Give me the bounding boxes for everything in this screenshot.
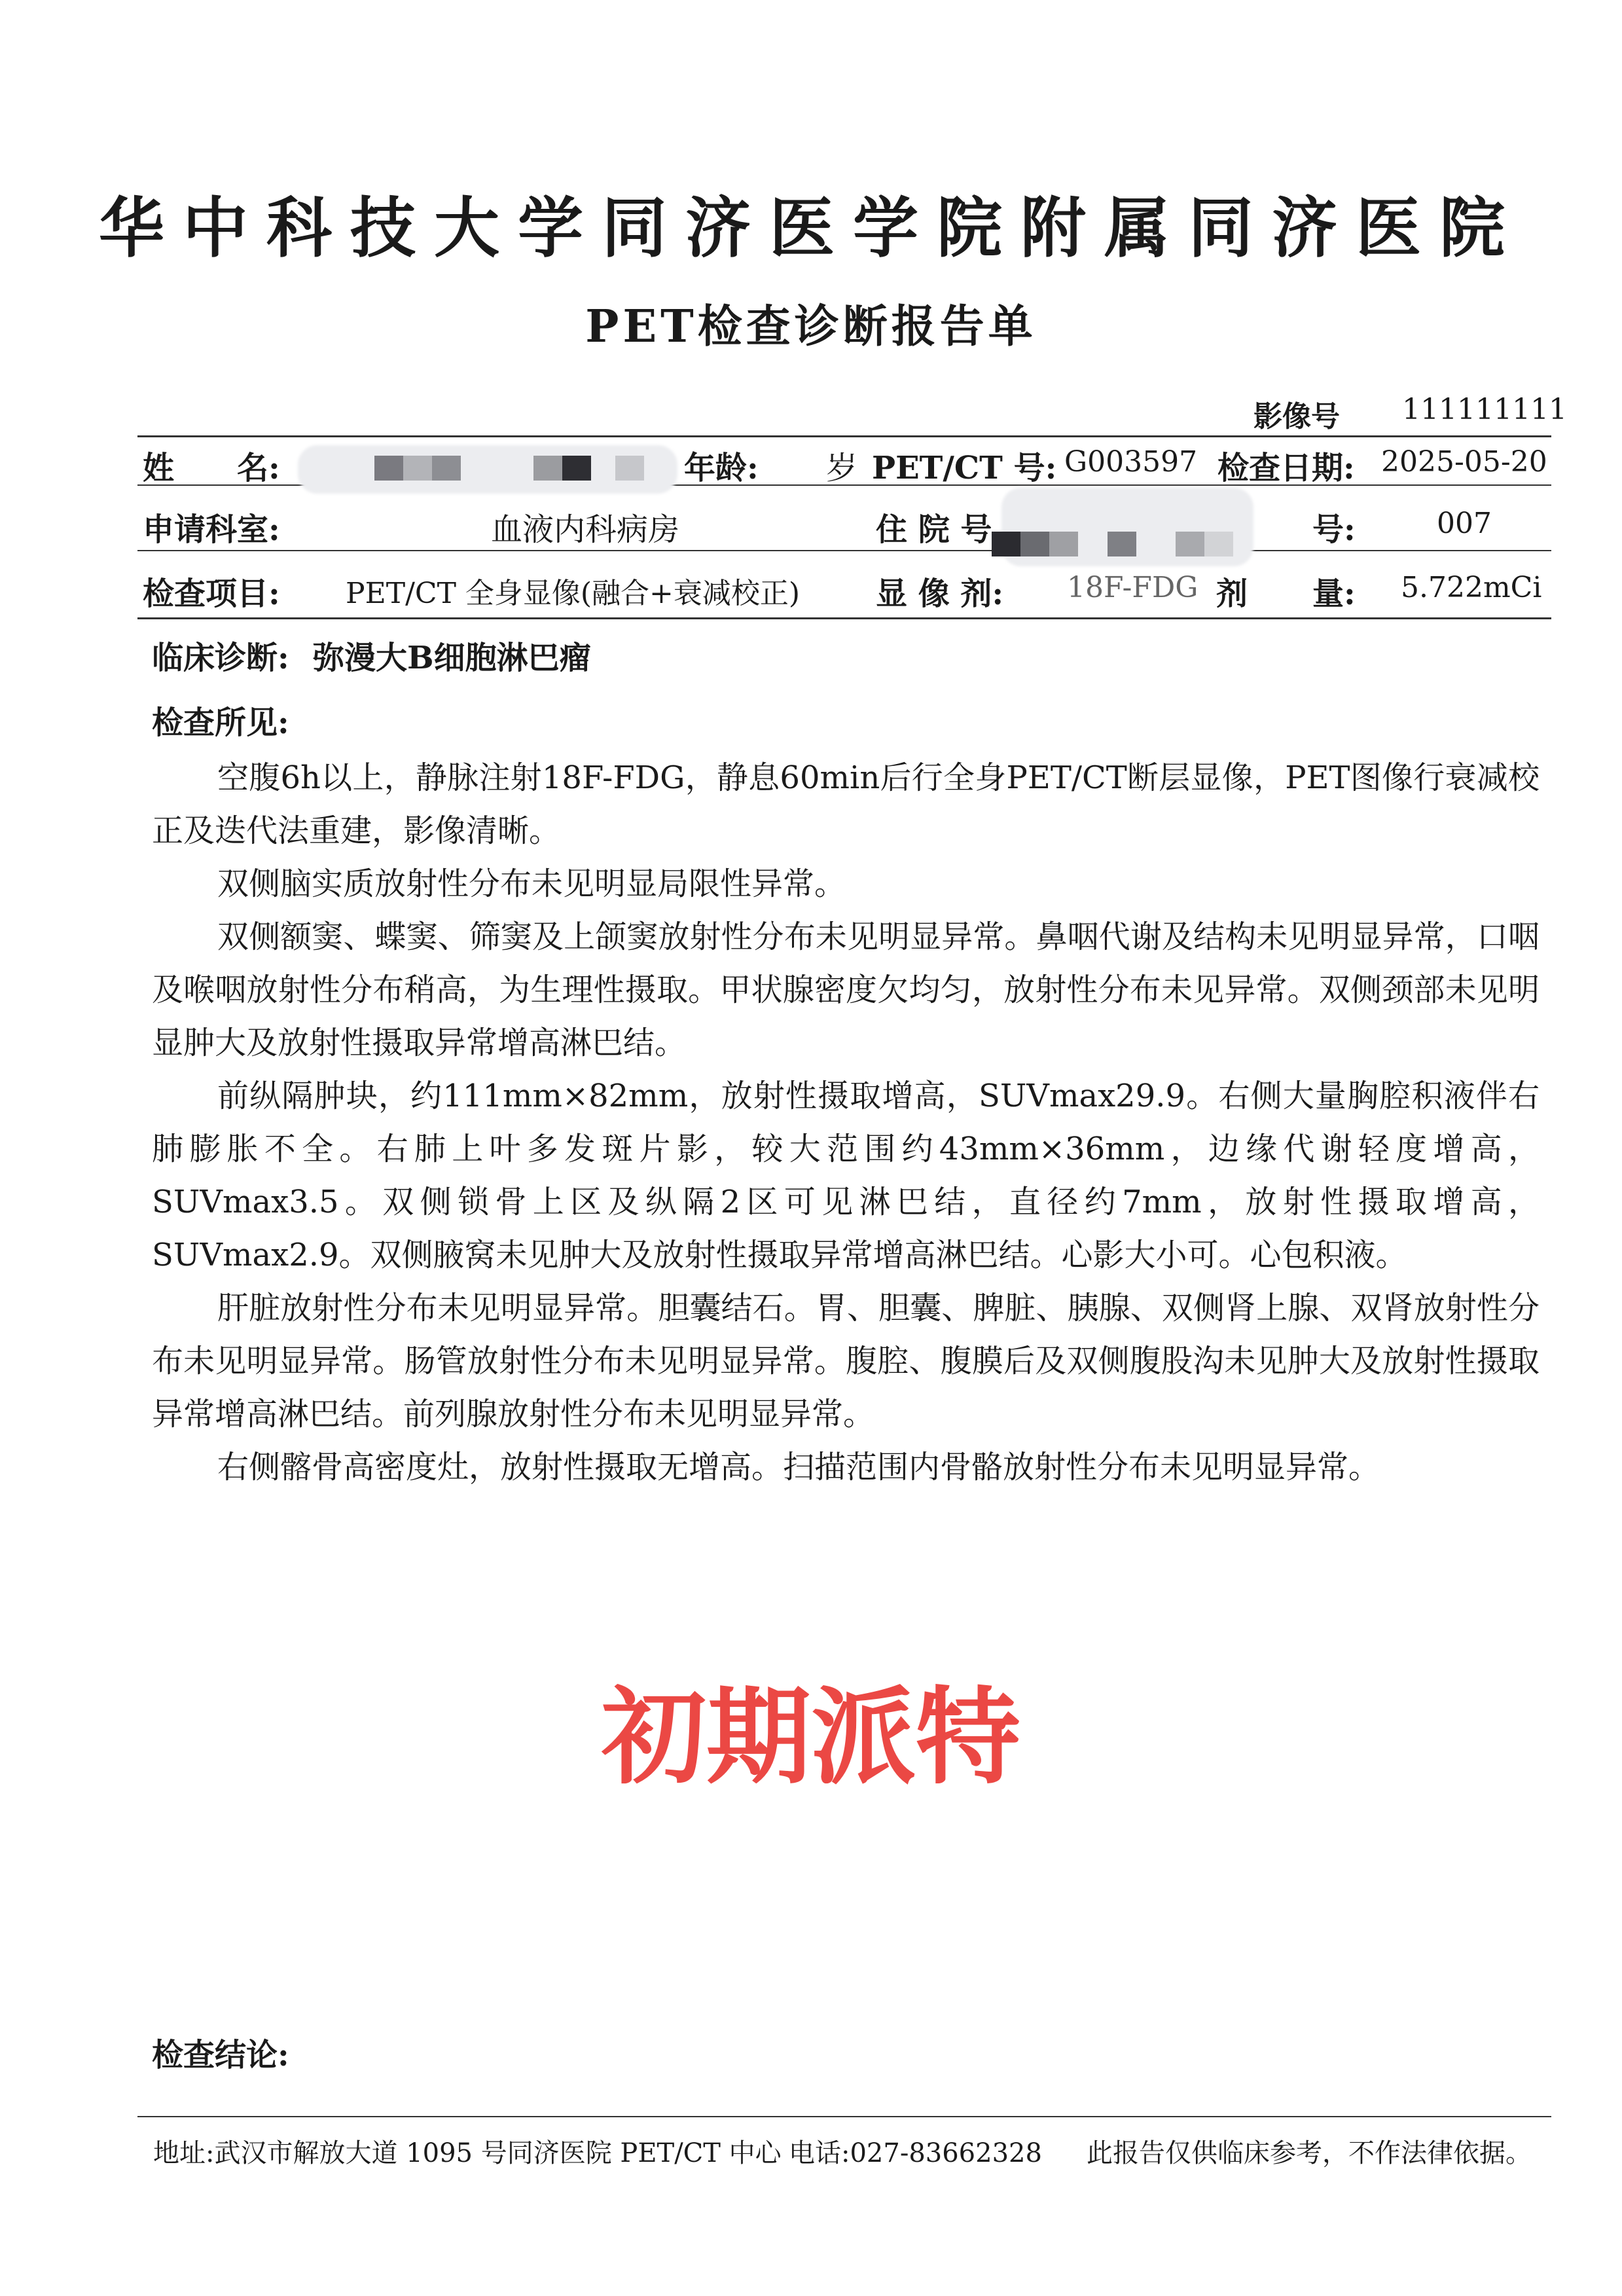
hospital-name: 华中科技大学同济医学院附属同济医院 xyxy=(99,189,1523,266)
dept-value: 血液内科病房 xyxy=(491,511,680,548)
findings-paragraph: 双侧额窦、蝶窦、筛窦及上颌窦放射性分布未见明显异常。鼻咽代谢及结构未见明显异常，口咽及喉咽放射性分布稍高，为生理性摄取。甲状腺密度欠均匀，放射性分布未见异常。双侧颈部未见明显肿大及放射性摄取异常增高淋巴结。 xyxy=(152,919,1540,1061)
bed-value: 007 xyxy=(1437,507,1492,540)
findings-paragraph: 右侧髂骨高密度灶，放射性摄取无增高。扫描范围内骨骼放射性分布未见明显异常。 xyxy=(217,1449,1380,1485)
table-top-rule xyxy=(137,435,1551,437)
petct-label: PET/CT 号: xyxy=(872,450,1057,486)
findings-paragraph: 双侧脑实质放射性分布未见明显局限性异常。 xyxy=(217,866,846,902)
exam-item-value: PET/CT 全身显像(融合+衰减校正) xyxy=(346,577,801,610)
inpatient-label: 住 院 号 xyxy=(876,511,992,548)
conclusion-label: 检查结论: xyxy=(152,2037,289,2073)
exam-date-label: 检查日期: xyxy=(1217,450,1355,486)
findings-paragraph: 空腹6h以上，静脉注射18F-FDG，静息60min后行全身PET/CT断层显像，PET图像行衰减校正及迭代法重建，影像清晰。 xyxy=(152,759,1540,849)
redaction-pixel xyxy=(432,456,461,481)
findings-paragraph: 前纵隔肿块，约111mm×82mm，放射性摄取增高，SUVmax29.9。右侧大量胸腔积液伴右肺膨胀不全。右肺上叶多发斑片影，较大范围约43mm×36mm，边缘代谢轻度增高，SUVmax3.5。双侧锁骨上区及纵隔2区可见淋巴结，直径约7mm，放射性摄取增高，SUVmax2.9。双侧腋窝未见肿大及放射性摄取异常增高淋巴结。心影大小可。心包积液。 xyxy=(152,1078,1540,1273)
dept-label: 申请科室: xyxy=(143,511,280,548)
agent-label: 显 像 剂: xyxy=(876,575,1004,612)
image-no-value: 111111111 xyxy=(1402,393,1567,426)
age-label: 年龄: xyxy=(684,450,759,486)
redaction-pixel xyxy=(615,456,644,481)
watermark-text: 初期派特 xyxy=(601,1676,1020,1798)
redaction-pixel xyxy=(403,456,432,481)
bed-label: 号: xyxy=(1312,511,1356,548)
age-unit: 岁 xyxy=(826,450,858,486)
redaction-pixel xyxy=(992,532,1020,556)
dose-label-1: 剂 xyxy=(1216,575,1248,612)
footer-address: 地址:武汉市解放大道 1095 号同济医院 PET/CT 中心 xyxy=(153,2138,782,2168)
findings-label: 检查所见: xyxy=(152,704,289,741)
redaction-pixel xyxy=(1108,532,1136,556)
findings-body xyxy=(152,752,1540,1494)
redaction-pixel xyxy=(1049,532,1078,556)
exam-date-value: 2025-05-20 xyxy=(1381,445,1547,479)
diagnosis-label: 临床诊断: xyxy=(152,640,289,676)
findings-paragraph: 肝脏放射性分布未见明显异常。胆囊结石。胃、胆囊、脾脏、胰腺、双侧肾上腺、双肾放射性分布未见明显异常。肠管放射性分布未见明显异常。腹腔、腹膜后及双侧腹股沟未见肿大及放射性摄取异常增高淋巴结。前列腺放射性分布未见明显异常。 xyxy=(152,1290,1540,1432)
diagnosis-value: 弥漫大B细胞淋巴瘤 xyxy=(313,640,591,676)
footer-disclaimer: 此报告仅供临床参考，不作法律依据。 xyxy=(1087,2138,1532,2168)
redaction-pixel xyxy=(562,456,591,481)
dose-label-2: 量: xyxy=(1312,575,1356,612)
name-label: 姓 名: xyxy=(143,450,280,486)
table-row-rule xyxy=(137,550,1551,551)
footer-phone: 电话:027-83662328 xyxy=(789,2138,1042,2168)
report-title: PET检查诊断报告单 xyxy=(585,301,1037,353)
image-no-label: 影像号 xyxy=(1253,400,1340,433)
redaction-pixel xyxy=(374,456,403,481)
redaction-pixel xyxy=(1176,532,1204,556)
footer-rule xyxy=(137,2116,1551,2117)
table-bottom-rule xyxy=(137,617,1551,619)
agent-value: 18F-FDG xyxy=(1067,571,1198,604)
redaction-pixel xyxy=(533,456,562,481)
redaction-pixel xyxy=(1020,532,1049,556)
dose-value: 5.722mCi xyxy=(1401,571,1542,604)
redaction-pixel xyxy=(1204,532,1233,556)
petct-value: G003597 xyxy=(1064,445,1198,479)
exam-item-label: 检查项目: xyxy=(143,575,280,612)
